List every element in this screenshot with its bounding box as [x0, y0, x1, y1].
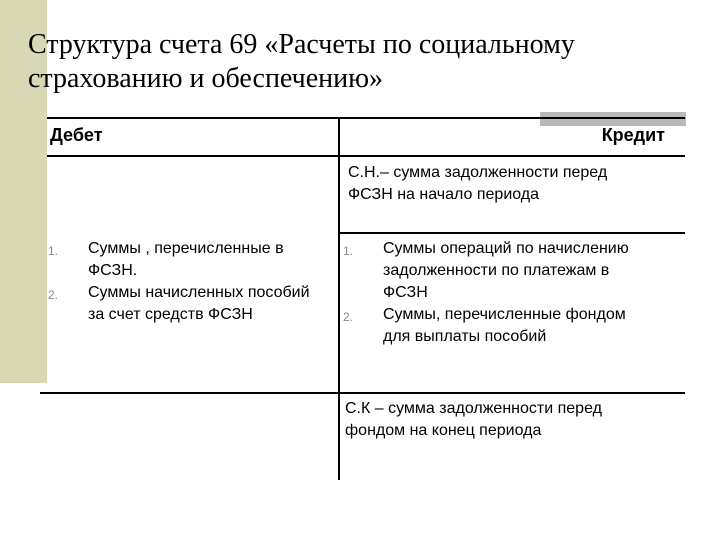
list-item-text: Суммы операций по начислению задолженности по платежам в ФСЗН [383, 240, 629, 301]
opening-balance-text: С.Н.– сумма задолженности перед ФСЗН на начало периода [348, 164, 608, 203]
t-account-bottom-line [40, 392, 685, 394]
list-item-number: 1. [48, 244, 59, 258]
credit-header: Кредит [601, 125, 665, 145]
slide-title-line-1: Структура счета 69 «Расчеты по социальному [28, 29, 575, 60]
list-item-text: Суммы, перечисленные фондом для выплаты пособий [383, 306, 626, 345]
list-item [343, 304, 643, 348]
debit-header: Дебет [50, 125, 103, 145]
debit-items-list [48, 238, 318, 326]
list-item-number: 2. [343, 310, 354, 324]
list-item [48, 282, 318, 326]
closing-balance-text: С.К – сумма задолженности перед фондом на конец периода [345, 400, 602, 439]
list-item-number: 1. [343, 244, 354, 258]
slide-title-line-2: страхованию и обеспечению» [28, 63, 384, 94]
list-item [343, 238, 643, 304]
t-account-top-line [47, 117, 685, 119]
list-item-text: Суммы начисленных пособий за счет средств ФСЗН [88, 284, 310, 323]
list-item-number: 2. [48, 288, 59, 302]
slide-title [28, 28, 688, 96]
list-item [48, 238, 318, 282]
credit-items-list [343, 238, 643, 348]
credit-opening-line [339, 232, 685, 234]
t-account-divider [338, 118, 340, 480]
t-account-header-line [47, 155, 685, 157]
list-item-text: Суммы , перечисленные в ФСЗН. [88, 240, 284, 279]
